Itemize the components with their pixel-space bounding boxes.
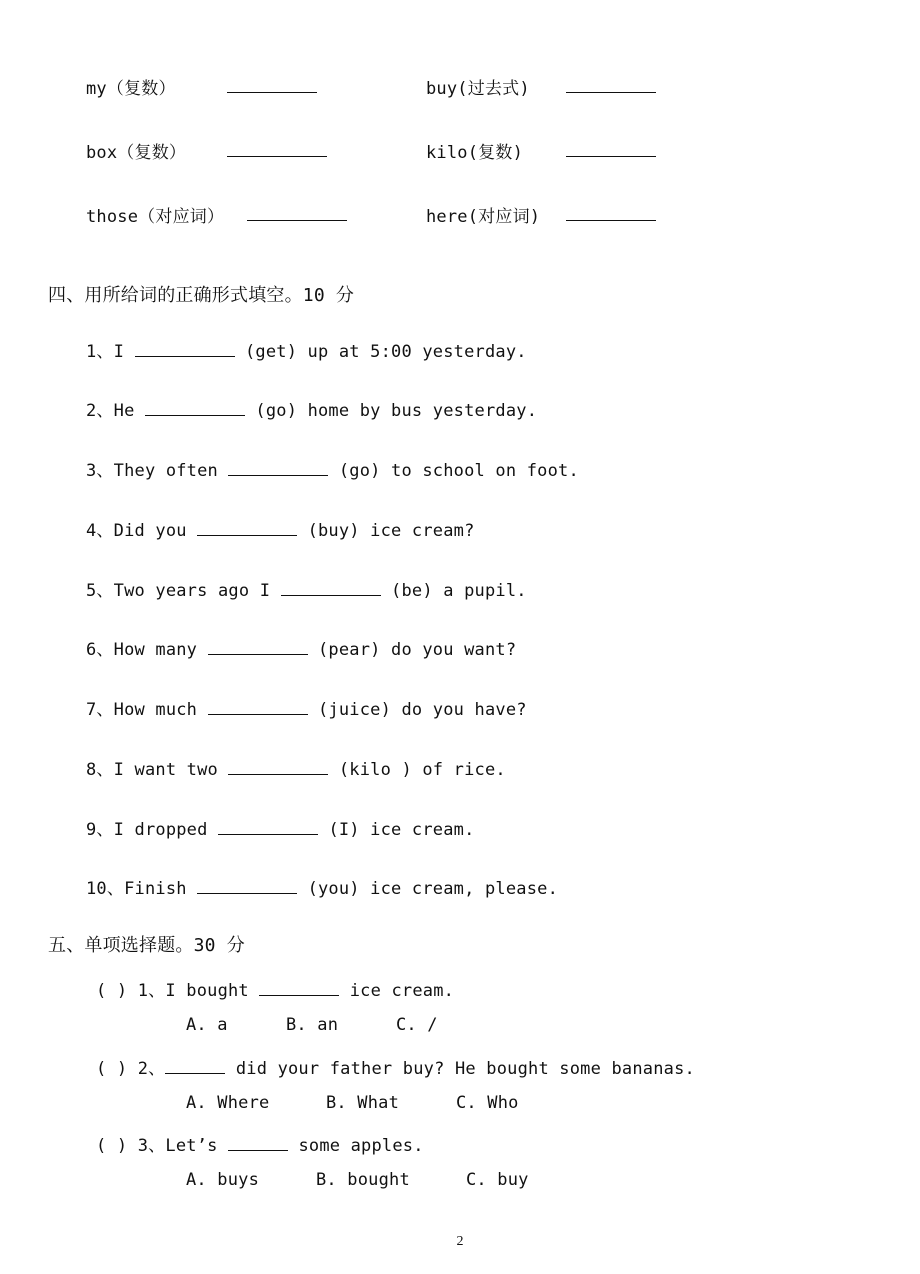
choice-question-2: ( ) 2、 did your father buy? He bought some bananas. (96, 1059, 695, 1079)
option-c: C. buy (466, 1170, 529, 1190)
fill-item-1: 1、I (get) up at 5:00 yesterday. (86, 342, 527, 362)
answer-blank[interactable] (197, 521, 297, 536)
fill-item-8: 8、I want two (kilo ) of rice. (86, 760, 506, 780)
choice-options-3 (186, 1170, 529, 1190)
option-a: A. Where (186, 1093, 270, 1113)
fill-item-9: 9、I dropped (I) ice cream. (86, 820, 475, 840)
choice-options-2 (186, 1093, 519, 1113)
option-c: C. / (396, 1015, 438, 1035)
answer-blank[interactable] (197, 879, 297, 894)
fill-item-2: 2、He (go) home by bus yesterday. (86, 401, 538, 421)
answer-blank[interactable] (227, 142, 327, 157)
answer-paren[interactable]: ( ) (96, 981, 128, 1001)
fill-item-6: 6、How many (pear) do you want? (86, 640, 517, 660)
page-number: 2 (456, 1234, 464, 1249)
word-form-row-1-right: buy(过去式) (426, 79, 530, 99)
option-c: C. Who (456, 1093, 519, 1113)
word-form-row-2-left: box（复数） (86, 143, 187, 163)
answer-paren[interactable]: ( ) (96, 1136, 128, 1156)
answer-blank[interactable] (228, 760, 328, 775)
answer-blank[interactable] (135, 342, 235, 357)
answer-blank[interactable] (566, 206, 656, 221)
choice-question-1: ( ) 1、I bought ice cream. (96, 981, 455, 1001)
answer-blank[interactable] (218, 820, 318, 835)
fill-item-3: 3、They often (go) to school on foot. (86, 461, 579, 481)
word-form-row-1-left: my（复数） (86, 79, 176, 99)
answer-blank[interactable] (208, 700, 308, 715)
fill-item-4: 4、Did you (buy) ice cream? (86, 521, 475, 541)
answer-blank[interactable] (566, 142, 656, 157)
option-b: B. bought (316, 1170, 410, 1190)
answer-blank[interactable] (228, 461, 328, 476)
section-4-title: 四、用所给词的正确形式填空。10 分 (48, 285, 355, 306)
option-a: A. a (186, 1015, 228, 1035)
option-a: A. buys (186, 1170, 260, 1190)
answer-blank[interactable] (566, 78, 656, 93)
section-5-title: 五、单项选择题。30 分 (48, 935, 245, 956)
option-b: B. What (326, 1093, 400, 1113)
answer-blank[interactable] (228, 1136, 288, 1151)
answer-blank[interactable] (208, 640, 308, 655)
choice-question-3: ( ) 3、Let’s some apples. (96, 1136, 424, 1156)
word-form-row-3-left: those（对应词） (86, 207, 225, 227)
answer-blank[interactable] (145, 401, 245, 416)
answer-blank[interactable] (227, 78, 317, 93)
answer-blank[interactable] (247, 206, 347, 221)
answer-blank[interactable] (165, 1059, 225, 1074)
word-form-row-2-right: kilo(复数) (426, 143, 524, 163)
fill-item-7: 7、How much (juice) do you have? (86, 700, 527, 720)
fill-item-10: 10、Finish (you) ice cream, please. (86, 879, 558, 899)
answer-blank[interactable] (259, 981, 339, 996)
fill-item-5: 5、Two years ago I (be) a pupil. (86, 581, 527, 601)
answer-blank[interactable] (281, 581, 381, 596)
answer-paren[interactable]: ( ) (96, 1059, 128, 1079)
option-b: B. an (286, 1015, 339, 1035)
word-form-row-3-right: here(对应词) (426, 207, 541, 227)
choice-options-1 (186, 1015, 438, 1035)
